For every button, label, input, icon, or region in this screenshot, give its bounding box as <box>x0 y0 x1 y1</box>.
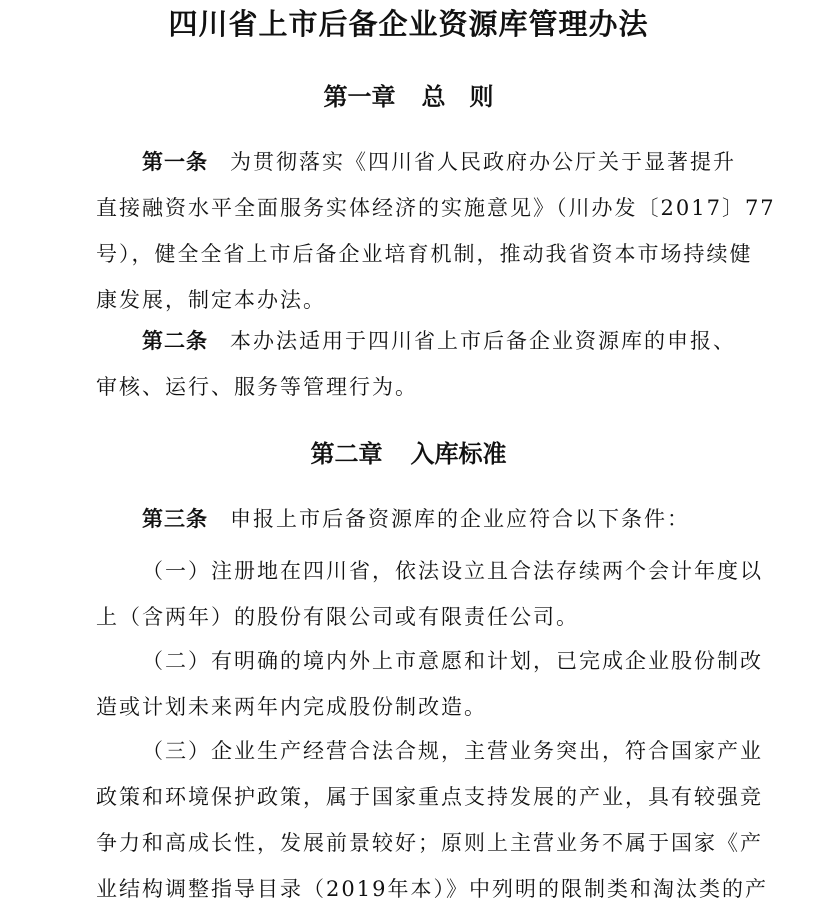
article-label: 第三条 <box>142 507 208 531</box>
chapter-number: 第二章 <box>310 440 383 468</box>
article-line: 号），健全全省上市后备企业培育机制，推动我省资本市场持续健 <box>96 242 753 266</box>
article-2 <box>96 318 758 410</box>
article-line: 第一条 为贯彻落实《四川省人民政府办公厅关于显著提升 <box>142 150 736 174</box>
condition-line: 业结构调整指导目录（2019年本）》中列明的限制类和淘汰类的产 <box>96 877 768 901</box>
condition-1 <box>96 548 763 640</box>
article-line: 直接融资水平全面服务实体经济的实施意见》（川办发〔2017〕77 <box>96 196 776 220</box>
chapter-number: 第一章 <box>323 83 396 111</box>
condition-line: 争力和高成长性，发展前景较好；原则上主营业务不属于国家《产 <box>96 831 763 855</box>
condition-2 <box>96 638 763 730</box>
chapter-heading-1 <box>0 80 817 114</box>
condition-line: 造或计划未来两年内完成股份制改造。 <box>96 695 487 719</box>
article-label: 第二条 <box>142 329 208 353</box>
condition-line: （二）有明确的境内外上市意愿和计划，已完成企业股份制改 <box>142 649 763 673</box>
condition-line: 政策和环境保护政策，属于国家重点支持发展的产业，具有较强竞 <box>96 785 763 809</box>
condition-3 <box>96 728 768 912</box>
article-3 <box>96 496 758 542</box>
article-line: 第三条 申报上市后备资源库的企业应符合以下条件： <box>142 507 690 531</box>
condition-line: 上（含两年）的股份有限公司或有限责任公司。 <box>96 605 579 629</box>
document-title: 四川省上市后备企业资源库管理办法 <box>168 7 649 41</box>
chapter-name: 入库标准 <box>410 440 507 468</box>
article-label: 第一条 <box>142 150 208 174</box>
article-line: 第二条 本办法适用于四川省上市后备企业资源库的申报、 <box>142 329 736 353</box>
condition-line: （一）注册地在四川省，依法设立且合法存续两个会计年度以 <box>142 559 763 583</box>
article-1 <box>96 139 776 323</box>
chapter-heading-2 <box>0 437 817 471</box>
article-line: 康发展，制定本办法。 <box>96 288 326 312</box>
article-line: 审核、运行、服务等管理行为。 <box>96 375 418 399</box>
condition-line: （三）企业生产经营合法合规，主营业务突出，符合国家产业 <box>142 739 763 763</box>
chapter-name: 总 则 <box>421 83 494 111</box>
